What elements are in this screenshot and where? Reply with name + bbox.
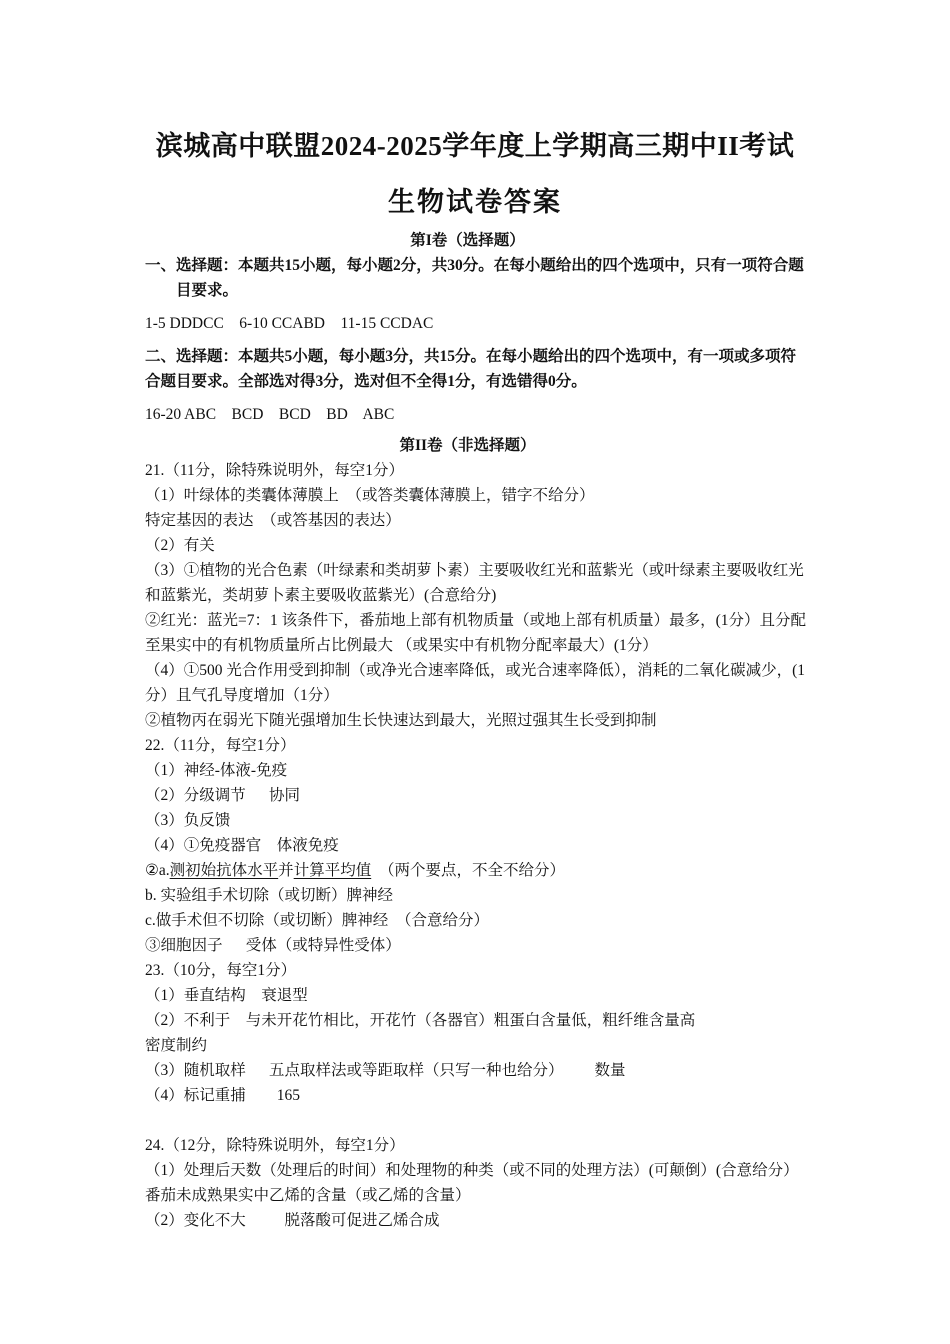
q24-answer-2: （2）变化不大 脱落酸可促进乙烯合成 (145, 1212, 440, 1229)
q22-answer-4a: （4）①免疫器官 体液免疫 (145, 837, 339, 854)
q23-answer-3: （3）随机取样 五点取样法或等距取样（只写一种也给分） 数量 (145, 1062, 626, 1079)
q23-answer-2: （2）不利于 与未开花竹相比，开花竹（各器官）粗蛋白含量低，粗纤维含量高 (145, 1012, 696, 1029)
q23-header: 23.（10分，每空1分） (145, 962, 297, 979)
document-subtitle: 生物试卷答案 (388, 187, 562, 217)
section1-instructions: 一、选择题：本题共15小题，每小题2分，共30分。在每小题给出的四个选项中，只有一项符合题目要求。 (145, 257, 804, 299)
q21-answer-1: （1）叶绿体的类囊体薄膜上 （或答类囊体薄膜上，错字不给分） (145, 487, 595, 504)
question-21 (145, 458, 810, 733)
q22-answer-3: （3）负反馈 (145, 812, 231, 829)
q21-answer-4a: （4）①500 光合作用受到抑制（或净光合速率降低，或光合速率降低），消耗的二氧化碳减少，(1分）且气孔导度增加（1分） (145, 662, 806, 704)
q22-4b-note: （两个要点，不全不给分） (371, 862, 565, 879)
section2-instructions: 二、选择题：本题共5小题，每小题3分，共15分。在每小题给出的四个选项中，有一项或多项符合题目要求。全部选对得3分，选对但不全得1分，有选错得0分。 (145, 348, 797, 390)
q21-answer-4b: ②植物丙在弱光下随光强增加生长快速达到最大，光照过强其生长受到抑制 (145, 712, 657, 729)
q22-answer-4c: ③细胞因子 受体（或特异性受体） (145, 937, 401, 954)
q22-answer-4b-c: c.做手术但不切除（或切断）脾神经 （合意给分） (145, 912, 490, 929)
q22-4b-underlined-1: 测初始抗体水平 (169, 862, 279, 879)
q22-header: 22.（11分，每空1分） (145, 737, 296, 754)
q21-answer-2: （2）有关 (145, 537, 215, 554)
q22-answer-4b-a (145, 858, 810, 883)
section1-answers: 1-5 DDDCC 6-10 CCABD 11-15 CCDAC (145, 315, 434, 332)
section2-answers: 16-20 ABC BCD BCD BD ABC (145, 406, 395, 423)
q23-answer-4: （4）标记重捕 165 (145, 1087, 301, 1104)
part2-heading: 第II卷（非选择题） (399, 437, 536, 454)
q23-answer-1: （1）垂直结构 衰退型 (145, 987, 308, 1004)
q21-answer-3b: ②红光：蓝光=7：1 该条件下，番茄地上部有机物质量（或地上部有机质量）最多，(1分）且分配至果实中的有机物质量所占比例最大 （或果实中有机物分配率最大）(1分） (145, 612, 807, 654)
q22-answer-2: （2）分级调节 协同 (145, 787, 301, 804)
q22-answer-4b-b: b. 实验组手术切除（或切断）脾神经 (145, 887, 394, 904)
q21-answer-3a: （3）①植物的光合色素（叶绿素和类胡萝卜素）主要吸收红光和蓝紫光（或叶绿素主要吸收红光和蓝紫光，类胡萝卜素主要吸收蓝紫光）(合意给分) (145, 562, 804, 604)
q24-header: 24.（12分，除特殊说明外，每空1分） (145, 1137, 405, 1154)
part1-heading: 第I卷（选择题） (410, 232, 525, 249)
q22-4b-join: 并 (278, 862, 294, 879)
answer-content (145, 228, 810, 1233)
q24-answer-1: （1）处理后天数（处理后的时间）和处理物的种类（或不同的处理方法）(可颠倒）(合意给分） 番茄未成熟果实中乙烯的含量（或乙烯的含量） (145, 1162, 799, 1204)
document-title: 滨城高中联盟2024-2025学年度上学期高三期中II考试 (155, 131, 795, 161)
question-22 (145, 733, 810, 958)
q21-answer-1b: 特定基因的表达 （或答基因的表达） (145, 512, 401, 529)
question-23 (145, 958, 810, 1108)
q21-header: 21.（11分，除特殊说明外，每空1分） (145, 462, 405, 479)
q23-answer-2b: 密度制约 (145, 1037, 208, 1054)
q22-answer-1: （1）神经-体液-免疫 (145, 762, 288, 779)
q22-4b-prefix: ②a. (145, 862, 170, 879)
question-24 (145, 1133, 810, 1233)
q22-4b-underlined-2: 计算平均值 (293, 862, 372, 879)
